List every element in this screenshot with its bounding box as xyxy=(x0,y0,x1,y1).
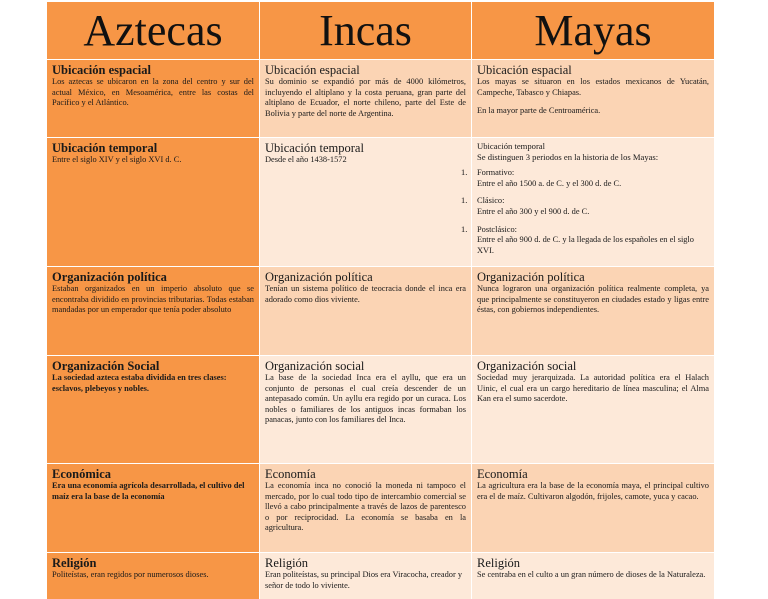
cell-text: Tenían un sistema político de teocracia donde el inca era adorado como dios viviente. xyxy=(265,284,466,304)
cell-mayas-politica xyxy=(472,267,714,355)
cell-text: Politeístas, eran regidos por numerosos dioses. xyxy=(52,570,209,579)
cell-text: Eran politeístas, su principal Dios era Viracocha, creador y señor de todo lo viviente. xyxy=(265,570,463,590)
cell-text: La sociedad azteca estaba dividida en tres clases: esclavos, plebeyos y nobles. xyxy=(52,373,227,393)
list-item xyxy=(461,196,709,217)
cell-text: Nunca lograron una organización política realmente completa, ya que principalmente se constituyeron en ciudades estado y ligas entre éstas, con gobiernos independientes. xyxy=(477,284,709,315)
cell-text: Desde el año 1438-1572 xyxy=(265,155,347,164)
cell-title: Religión xyxy=(265,556,309,570)
cell-title: Organización política xyxy=(265,270,373,284)
cell-mayas-religion xyxy=(472,553,714,599)
cell-aztecas-social xyxy=(47,356,259,463)
cell-text: La agricultura era la base de la economía maya, el principal cultivo era el de maíz. Cultivaron algodón, frijoles, camote, yuca y cacao. xyxy=(477,481,709,501)
cell-title: Ubicación espacial xyxy=(52,63,151,77)
cell-title: Económica xyxy=(52,467,112,481)
cell-text: Era una economía agrícola desarrollada, el cultivo del maíz era la base de la economía xyxy=(52,481,245,501)
cell-text: Los aztecas se ubicaron en la zona del centro y sur del actual México, en Mesoamérica, entre las costas del Pacífico y el Atlántico. xyxy=(52,77,254,108)
cell-incas-politica xyxy=(260,267,471,355)
cell-title: Ubicación espacial xyxy=(477,63,572,77)
cell-title: Economía xyxy=(477,467,528,481)
cell-text: La base de la sociedad Inca era el ayllu, que era un conjunto de personas el cual creía descender de un antepasado común. Un ayllu era regido por un curaca. Los nobles o familiares de los antiguos incas formaban los panacas, junto con los familiares del Inca. xyxy=(265,373,466,425)
period-desc: Entre el año 900 d. de C. y la llegada de los españoles en el siglo XVI. xyxy=(477,235,694,255)
cell-text: Entre el siglo XIV y el siglo XVI d. C. xyxy=(52,155,182,164)
cell-title: Ubicación temporal xyxy=(265,141,364,155)
header-incas-label: Incas xyxy=(319,6,412,55)
cell-aztecas-ubicacion xyxy=(47,60,259,137)
cell-aztecas-temporal xyxy=(47,138,259,266)
cell-text: Sociedad muy jerarquizada. La autoridad política era el Halach Uinic, el cual era un cargo hereditario de línea masculina; el Alma Kan era el sumo sacerdote. xyxy=(477,373,709,404)
period-name: Clásico: xyxy=(477,196,505,206)
period-name: Postclásico: xyxy=(477,224,518,234)
cell-mayas-temporal xyxy=(461,138,714,266)
cell-title: Religión xyxy=(477,556,521,570)
header-aztecas-label: Aztecas xyxy=(83,6,223,55)
cell-title: Organización política xyxy=(477,270,585,284)
cell-incas-economia xyxy=(260,464,471,552)
cell-incas-social xyxy=(260,356,471,463)
period-name: Formativo: xyxy=(477,168,515,178)
period-desc: Entre el año 1500 a. de C. y el 300 d. de C. xyxy=(477,178,622,188)
cell-title: Organización política xyxy=(52,270,167,284)
cell-title: Economía xyxy=(265,467,316,481)
header-aztecas xyxy=(47,2,259,59)
cell-incas-religion xyxy=(260,553,471,599)
cell-text: Su dominio se expandió por más de 4000 kilómetros, incluyendo el altiplano y la costa peruana, gran parte del altiplano de Ecuador, el norte chileno, parte del Este de Bolivia y parte del norte de Argentina. xyxy=(265,77,466,118)
cell-text: La economía inca no conoció la moneda ni tampoco el mercado, por lo cual todo tipo de intercambio comercial se llevó a cabo principalmente a través de lazos de parentesco o por reciprocidad. La economía se basaba en la agricultura. xyxy=(265,481,466,533)
list-number: 1. xyxy=(461,224,468,234)
cell-mayas-social xyxy=(472,356,714,463)
cell-title: Organización social xyxy=(477,359,577,373)
list-item xyxy=(461,224,709,257)
cell-aztecas-economia xyxy=(47,464,259,552)
cell-text-secondary: En la mayor parte de Centroamérica. xyxy=(477,106,601,116)
cell-title: Ubicación espacial xyxy=(265,63,360,77)
cell-text: Estaban organizados en un imperio absoluto que se encontraba dividido en provincias tributarias. Todas estaban mandadas por un emperador que tenía poder absoluto xyxy=(52,284,254,315)
cell-intro: Se distinguen 3 periodos en la historia de los Mayas: xyxy=(477,151,659,162)
civilizations-comparison-table xyxy=(47,2,712,593)
cell-title: Organización Social xyxy=(52,359,160,373)
cell-mayas-economia xyxy=(472,464,714,552)
cell-aztecas-religion xyxy=(47,553,259,599)
cell-title: Religión xyxy=(52,556,97,570)
periods-list xyxy=(461,168,709,256)
header-mayas-label: Mayas xyxy=(534,6,652,55)
cell-text: Los mayas se situaron en los estados mexicanos de Yucatán, Campeche, Tabasco y Chiapas. xyxy=(477,77,709,97)
list-number: 1. xyxy=(461,196,468,206)
cell-text: Se centraba en el culto a un gran número de dioses de la Naturaleza. xyxy=(477,570,706,579)
header-incas xyxy=(260,2,471,59)
cell-incas-ubicacion xyxy=(260,60,471,137)
cell-title: Ubicación temporal xyxy=(52,141,158,155)
header-mayas xyxy=(472,2,714,59)
cell-mayas-ubicacion xyxy=(472,60,714,137)
period-desc: Entre el año 300 y el 900 d. de C. xyxy=(477,206,590,216)
cell-title: Ubicación temporal xyxy=(477,141,546,151)
cell-incas-temporal xyxy=(260,138,471,266)
list-number: 1. xyxy=(461,168,468,178)
cell-aztecas-politica xyxy=(47,267,259,355)
list-item xyxy=(461,168,709,189)
cell-title: Organización social xyxy=(265,359,365,373)
